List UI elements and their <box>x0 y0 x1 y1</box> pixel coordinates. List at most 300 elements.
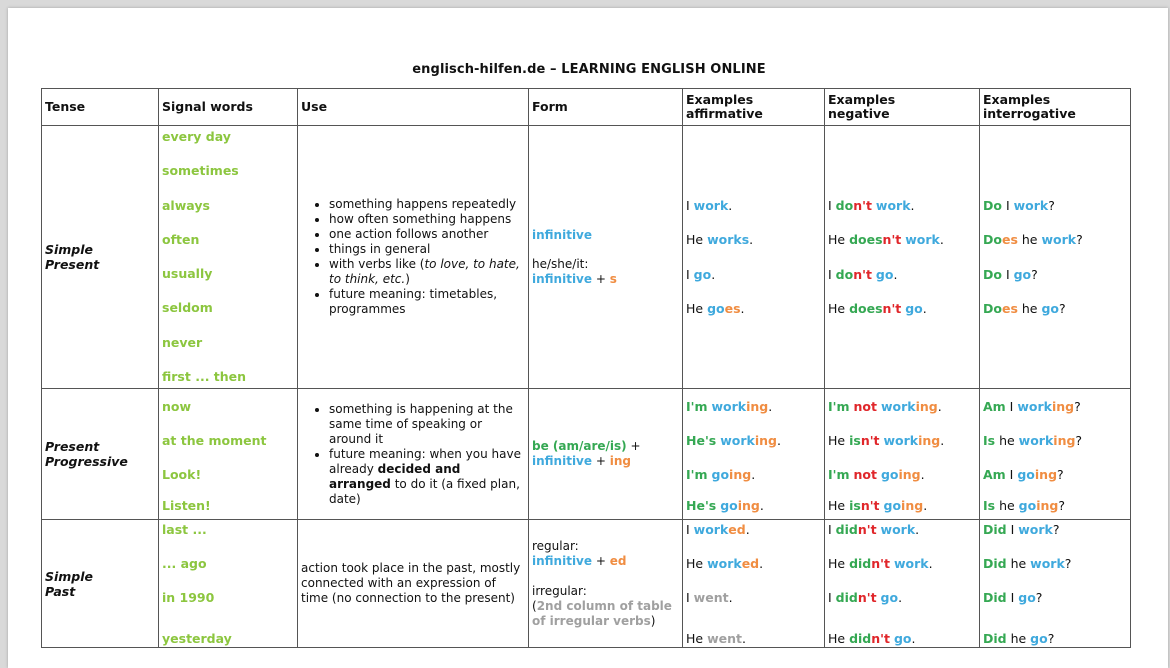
ex-part: not <box>853 466 877 482</box>
ex-part: go <box>711 466 730 482</box>
ex-part: go <box>707 301 725 317</box>
row-simple-past <box>42 520 1131 648</box>
example <box>828 423 976 457</box>
ex-part: . <box>741 630 746 646</box>
neg-simple-past <box>825 520 980 648</box>
example <box>686 257 821 292</box>
use-text: with verbs like ( <box>329 257 425 271</box>
ex-part: work <box>1017 398 1052 414</box>
ex-part: . <box>939 232 944 248</box>
ex-part: I <box>686 589 694 605</box>
ex-part: Do <box>983 232 1002 248</box>
example <box>828 491 976 519</box>
form-part: infinitive <box>532 271 593 286</box>
ex-part: n't <box>860 432 880 448</box>
ex-part: Am <box>983 398 1006 414</box>
form-part: infinitive <box>532 553 593 568</box>
header-form <box>529 89 683 126</box>
ex-part: work <box>707 555 742 571</box>
ex-part: Is <box>983 432 996 448</box>
ex-part: He <box>828 232 850 248</box>
ex-part: work <box>880 398 916 414</box>
ex-part: work <box>1013 197 1049 213</box>
form-line <box>532 272 679 287</box>
ex-part: ? <box>1074 398 1081 414</box>
ex-part: . <box>922 301 927 317</box>
ex-part: went <box>693 589 729 605</box>
ex-part: . <box>776 432 781 448</box>
ex-part: go <box>1041 301 1059 317</box>
form-simple-past <box>529 520 683 648</box>
int-simple-past <box>980 520 1131 648</box>
use-item <box>329 257 525 287</box>
ex-part: ing <box>915 398 938 414</box>
header-neg-line1: Examples <box>828 92 896 107</box>
ex-part: ing <box>754 432 777 448</box>
example <box>686 491 821 519</box>
signal-word: in 1990 <box>162 589 215 605</box>
ex-part: He's <box>686 432 717 448</box>
form-part: s <box>609 271 617 286</box>
ex-part: he <box>1006 630 1031 646</box>
example <box>828 590 976 624</box>
signal-words-simple-past <box>159 520 298 648</box>
ex-part: . <box>893 266 898 282</box>
example <box>983 292 1127 327</box>
ex-part: ed <box>741 555 760 571</box>
signal-word: every day <box>162 129 231 144</box>
ex-part: Is <box>983 497 996 513</box>
signal-word: first ... then <box>162 369 247 385</box>
ex-part: n't <box>853 266 872 282</box>
form-line <box>532 454 679 469</box>
ex-part: ing <box>918 432 941 448</box>
ex-part: work <box>893 555 929 571</box>
signal-word: Listen! <box>162 497 211 513</box>
ex-part: not <box>853 398 877 414</box>
tense-simple-past <box>42 520 159 648</box>
ex-part: Did <box>983 521 1007 537</box>
example <box>686 522 821 556</box>
header-negative <box>825 89 980 126</box>
ex-part: He <box>686 301 708 317</box>
ex-part: did <box>849 555 872 571</box>
ex-part: did <box>849 630 872 646</box>
ex-part: He <box>686 630 708 646</box>
ex-part: work <box>1030 555 1065 571</box>
example <box>828 223 976 258</box>
ex-part: he <box>1017 301 1042 317</box>
ex-part: I <box>1001 266 1014 282</box>
ex-part: work <box>711 398 747 414</box>
int-simple-present <box>980 126 1131 389</box>
ex-part: He <box>686 232 708 248</box>
use-item: • future meaning: timetables, programmes <box>329 287 525 317</box>
ex-part: n't <box>860 497 880 513</box>
form-part: infinitive <box>532 454 593 468</box>
example <box>828 522 976 556</box>
ex-part: I <box>828 197 836 213</box>
ex-part: n't <box>871 555 890 571</box>
form-line: regular: <box>532 538 579 553</box>
ex-part: ? <box>1058 497 1065 513</box>
example <box>686 624 821 646</box>
ex-part: work <box>905 232 940 248</box>
aff-present-progressive <box>683 389 825 520</box>
ex-part: go <box>1018 589 1036 605</box>
ex-part: Do <box>983 197 1002 213</box>
example <box>983 624 1127 646</box>
ex-part: work <box>883 432 919 448</box>
example <box>983 423 1127 457</box>
ex-part: s <box>741 232 750 248</box>
ex-part: go <box>880 589 899 605</box>
use-text: future meaning: when you have already <box>329 446 521 476</box>
ex-part: he <box>1017 232 1042 248</box>
form-part: ) <box>650 613 656 628</box>
ex-part: . <box>728 589 733 605</box>
ex-part: ing <box>746 398 769 414</box>
ex-part: n't <box>853 197 872 213</box>
ex-part: n't <box>882 232 902 248</box>
form-part: ( <box>532 598 537 613</box>
neg-present-progressive <box>825 389 980 520</box>
example <box>983 590 1127 624</box>
ex-part: He <box>828 497 850 513</box>
ex-part: he <box>1006 555 1031 571</box>
signal-word: never <box>162 334 203 350</box>
ex-part: do <box>835 197 854 213</box>
ex-part: I <box>686 266 694 282</box>
ex-part: did <box>835 521 858 537</box>
ex-part: work <box>1018 432 1054 448</box>
ex-part: ? <box>1075 432 1083 448</box>
ex-part: I <box>686 521 694 537</box>
header-signal-words <box>159 89 298 126</box>
ex-part: Did <box>983 555 1007 571</box>
ex-part: He <box>828 301 850 317</box>
ex-part: I <box>828 266 836 282</box>
ex-part: . <box>749 232 754 248</box>
form-part: ing <box>609 454 631 468</box>
tense-line1: Present <box>45 439 100 454</box>
ex-part: ? <box>1059 301 1066 317</box>
ex-part: go <box>1013 266 1032 282</box>
use-item: • how often something happens <box>329 212 525 227</box>
ex-part: n't <box>871 630 890 646</box>
form-part: ed <box>609 553 627 568</box>
ex-part: ing <box>1053 432 1076 448</box>
ex-part: he <box>995 497 1019 513</box>
ex-part: . <box>910 197 915 213</box>
tense-line2: Past <box>45 583 76 599</box>
ex-part: I <box>1005 466 1018 482</box>
ex-part: go <box>1030 630 1048 646</box>
ex-part: work <box>693 521 729 537</box>
form-simple-present <box>529 126 683 389</box>
example <box>828 457 976 491</box>
ex-part: . <box>759 497 764 513</box>
form-line: he/she/it: <box>532 256 589 271</box>
use-simple-past <box>298 520 529 648</box>
ex-part: I <box>828 589 836 605</box>
header-use-label: Use <box>301 99 328 114</box>
ex-part: Am <box>983 466 1006 482</box>
ex-part: go <box>1018 497 1037 513</box>
ex-part: I'm <box>828 466 850 482</box>
signal-words-present-progressive <box>159 389 298 520</box>
ex-part: . <box>928 555 933 571</box>
ex-part: . <box>768 398 773 414</box>
signal-words-simple-present <box>159 126 298 389</box>
form-line <box>532 439 679 454</box>
ex-part: . <box>740 301 745 317</box>
ex-part: ing <box>1051 398 1075 414</box>
ex-part: ing <box>729 466 752 482</box>
ex-part: . <box>923 497 928 513</box>
ex-part: ing <box>737 497 760 513</box>
ex-part: does <box>849 232 883 248</box>
ex-part: he <box>995 432 1019 448</box>
ex-part: go <box>1017 466 1035 482</box>
use-simple-present <box>298 126 529 389</box>
ex-part: go <box>883 497 902 513</box>
use-item: • things in general <box>329 242 525 257</box>
ex-part: work <box>1018 521 1053 537</box>
example <box>983 491 1127 519</box>
form-present-progressive <box>529 389 683 520</box>
ex-part: . <box>711 266 716 282</box>
use-text-bold: decided and arranged <box>329 461 461 491</box>
header-aff-line2: affirmative <box>686 106 763 121</box>
ex-part: did <box>835 589 858 605</box>
form-part: + <box>592 454 610 468</box>
ex-part: n't <box>857 521 877 537</box>
signal-word: often <box>162 231 200 247</box>
ex-part: ing <box>901 497 924 513</box>
ex-part: ? <box>1048 197 1055 213</box>
tenses-table <box>41 88 1131 648</box>
ex-part: work <box>707 232 742 248</box>
tense-line2: Present <box>45 257 100 272</box>
ex-part: ? <box>1047 630 1055 646</box>
header-row <box>42 89 1131 126</box>
ex-part: I <box>1001 197 1014 213</box>
ex-part: ? <box>1076 232 1083 248</box>
ex-part: es <box>724 301 741 317</box>
tense-line1: Simple <box>45 568 94 584</box>
aff-simple-past <box>683 520 825 648</box>
header-neg-line2: negative <box>828 106 890 121</box>
ex-part: work <box>880 521 916 537</box>
example <box>686 457 821 491</box>
tense-line2: Progressive <box>45 454 128 469</box>
ex-part: I <box>828 521 836 537</box>
ex-part: . <box>911 630 916 646</box>
form-line: irregular: <box>532 583 587 598</box>
example <box>686 389 821 423</box>
example <box>983 457 1127 491</box>
ex-part: I'm <box>828 398 850 414</box>
example <box>686 423 821 457</box>
ex-part: go <box>875 266 894 282</box>
ex-part: ? <box>1064 555 1072 571</box>
signal-word: ... ago <box>162 555 207 571</box>
ex-part: . <box>759 555 764 571</box>
example <box>828 624 976 646</box>
tense-line1: Simple <box>45 242 94 257</box>
row-present-progressive <box>42 389 1131 520</box>
ex-part: work <box>875 197 911 213</box>
use-list <box>301 402 525 507</box>
ex-part: go <box>693 266 712 282</box>
header-int-line1: Examples <box>983 92 1051 107</box>
ex-part: Did <box>983 589 1007 605</box>
signal-word: always <box>162 197 210 213</box>
signal-word: sometimes <box>162 163 239 179</box>
signal-word: at the moment <box>162 432 267 448</box>
header-tense-label: Tense <box>45 99 86 114</box>
form-part: be (am/are/is) <box>532 439 627 453</box>
int-present-progressive <box>980 389 1131 520</box>
ex-part: He <box>828 555 850 571</box>
signal-word: yesterday <box>162 630 232 646</box>
signal-word: now <box>162 398 192 414</box>
example <box>828 389 976 423</box>
ex-part: . <box>898 589 903 605</box>
ex-part: ? <box>1035 589 1043 605</box>
ex-part: I <box>1006 589 1019 605</box>
ex-part: I <box>1005 398 1018 414</box>
example <box>828 188 976 223</box>
form-part: + <box>592 271 610 286</box>
ex-part: go <box>880 466 899 482</box>
ex-part: ing <box>1036 497 1059 513</box>
example <box>686 292 821 327</box>
ex-part: I <box>686 197 694 213</box>
use-text: to do it (a fixed plan, date) <box>329 476 520 506</box>
ex-part: work <box>720 432 755 448</box>
ex-part: . <box>728 197 733 213</box>
form-line: infinitive <box>532 227 593 242</box>
example <box>983 257 1127 292</box>
ex-part: He's <box>686 497 717 513</box>
row-simple-present <box>42 126 1131 389</box>
ex-part: . <box>940 432 945 448</box>
ex-part: Do <box>983 301 1002 317</box>
use-list <box>301 197 525 317</box>
ex-part: went <box>707 630 742 646</box>
form-part: 2nd column of table of irregular verbs <box>532 598 672 628</box>
signal-word: last ... <box>162 521 207 537</box>
ex-part: is <box>849 432 861 448</box>
example <box>983 556 1127 590</box>
ex-part: ? <box>1031 266 1038 282</box>
ex-part: Do <box>983 266 1002 282</box>
ex-part: go <box>905 301 923 317</box>
ex-part: n't <box>857 589 877 605</box>
tense-simple-present <box>42 126 159 389</box>
use-item: • something happens repeatedly <box>329 197 525 212</box>
ex-part: ? <box>1057 466 1064 482</box>
example <box>686 556 821 590</box>
use-item: • one action follows another <box>329 227 525 242</box>
example <box>686 188 821 223</box>
form-part: + <box>592 553 610 568</box>
header-form-label: Form <box>532 99 568 114</box>
example <box>686 590 821 624</box>
ex-part: do <box>835 266 854 282</box>
example <box>686 223 821 258</box>
ex-part: I'm <box>686 398 708 414</box>
ex-part: He <box>686 555 708 571</box>
header-signal-label: Signal words <box>162 99 253 114</box>
header-tense <box>42 89 159 126</box>
document-page <box>8 8 1168 668</box>
header-int-line2: interrogative <box>983 106 1076 121</box>
ex-part: I <box>1006 521 1019 537</box>
ex-part: . <box>920 466 925 482</box>
signal-word: Look! <box>162 466 202 482</box>
example <box>983 223 1127 258</box>
signal-word: usually <box>162 266 213 282</box>
ex-part: es <box>1001 301 1018 317</box>
ex-part: . <box>745 521 750 537</box>
ex-part: work <box>693 197 729 213</box>
example <box>828 292 976 327</box>
use-present-progressive <box>298 389 529 520</box>
form-part: + <box>626 439 645 453</box>
signal-word: seldom <box>162 300 213 316</box>
ex-part: work <box>1041 232 1077 248</box>
use-text: ) <box>405 272 410 286</box>
aff-simple-present <box>683 126 825 389</box>
ex-part: go <box>893 630 912 646</box>
example <box>828 556 976 590</box>
use-item <box>329 447 525 507</box>
ex-part: . <box>915 521 920 537</box>
header-interrogative <box>980 89 1131 126</box>
ex-part: He <box>828 432 850 448</box>
example <box>983 522 1127 556</box>
ex-part: Did <box>983 630 1007 646</box>
ex-part: is <box>849 497 861 513</box>
ex-part: . <box>751 466 756 482</box>
example <box>983 389 1127 423</box>
form-line <box>532 599 679 629</box>
ex-part: n't <box>882 301 902 317</box>
use-item: • something is happening at the same time of speaking or around it <box>329 402 525 447</box>
use-text-italic: to love, to hate, to think, etc. <box>329 257 520 286</box>
form-line <box>532 554 679 569</box>
ex-part: ing <box>1034 466 1058 482</box>
ex-part: does <box>849 301 883 317</box>
ex-part: es <box>1001 232 1018 248</box>
ex-part: ing <box>898 466 921 482</box>
example <box>828 257 976 292</box>
ex-part: . <box>937 398 942 414</box>
ex-part: ? <box>1052 521 1060 537</box>
ex-part: He <box>828 630 850 646</box>
example <box>983 188 1127 223</box>
header-use <box>298 89 529 126</box>
header-aff-line1: Examples <box>686 92 754 107</box>
page-title: englisch-hilfen.de – LEARNING ENGLISH ONLINE <box>412 62 766 77</box>
ex-part: go <box>720 497 738 513</box>
ex-part: ed <box>728 521 746 537</box>
ex-part: I'm <box>686 466 708 482</box>
use-text: action took place in the past, mostly connected with an expression of time (no connection to the present) <box>301 561 521 605</box>
